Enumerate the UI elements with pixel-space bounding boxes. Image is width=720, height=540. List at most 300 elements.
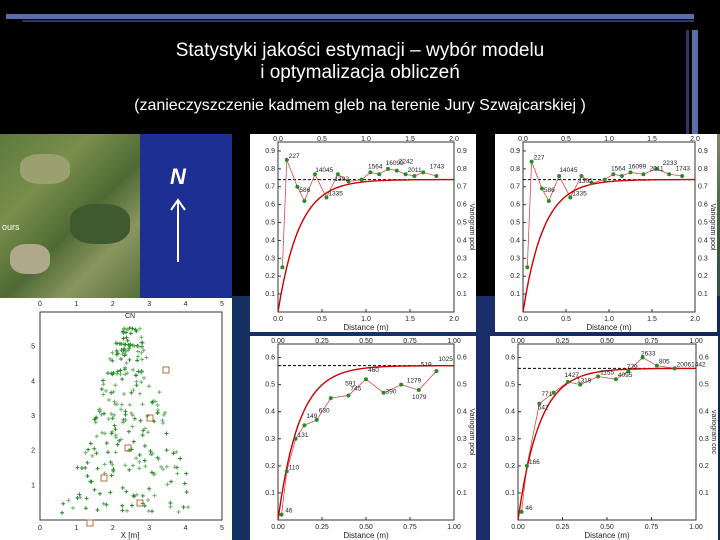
data-point xyxy=(525,265,529,269)
sample-marker xyxy=(121,486,125,490)
x-tick-label-top: 2.0 xyxy=(690,136,700,143)
y-tick-label-right: 0.3 xyxy=(698,255,708,263)
sample-marker xyxy=(146,430,150,434)
variogram-panel-1 xyxy=(250,134,476,332)
y-tick-label-right: 0.8 xyxy=(457,165,467,173)
data-point xyxy=(611,172,615,176)
north-arrow-icon xyxy=(168,196,188,266)
y-tick-label: 0.7 xyxy=(510,183,520,191)
data-point xyxy=(629,170,633,174)
point-count-label: 20061442 xyxy=(676,361,706,369)
sample-marker xyxy=(122,392,126,396)
point-count-label: 542 xyxy=(537,404,549,412)
y-tick-label: 0.1 xyxy=(265,489,275,497)
sample-marker xyxy=(161,421,165,425)
sample-marker xyxy=(84,451,88,455)
sample-marker xyxy=(138,453,142,457)
point-count-label: 16099 xyxy=(385,160,404,168)
sample-marker xyxy=(114,433,118,437)
y-tick-label: 0.3 xyxy=(510,255,520,263)
point-count-label: 1743 xyxy=(429,163,445,171)
sample-marker xyxy=(138,327,142,331)
sample-marker xyxy=(182,505,186,509)
sample-marker xyxy=(103,462,107,466)
y-tick-label: 4 xyxy=(31,378,35,386)
x-tick-label: 0.25 xyxy=(315,524,329,531)
y-tick-label: 2 xyxy=(31,447,35,455)
sample-marker xyxy=(165,465,169,469)
y-tick-label-right: 0.3 xyxy=(699,435,709,443)
sample-marker xyxy=(61,502,65,506)
sample-marker xyxy=(136,355,140,359)
sample-marker xyxy=(101,392,105,396)
y-tick-label-right: 0.6 xyxy=(457,201,467,209)
y-tick-label-right: 0.1 xyxy=(457,291,467,299)
y-tick-label: 0.2 xyxy=(505,462,515,470)
point-count-label: 460 xyxy=(368,366,379,374)
sample-marker xyxy=(108,490,112,494)
point-count-label: 2011 xyxy=(649,165,664,173)
x-tick-label-top: 0.5 xyxy=(317,136,327,143)
y-tick-label-right: 0.5 xyxy=(457,219,467,227)
sample-marker xyxy=(131,388,135,392)
sample-marker xyxy=(94,451,98,455)
sample-marker xyxy=(101,379,105,383)
y-tick-label-right: 0.2 xyxy=(457,462,467,470)
sample-marker xyxy=(134,456,138,460)
sample-marker xyxy=(125,509,129,513)
sample-marker xyxy=(147,384,151,388)
sample-marker xyxy=(141,433,145,437)
sample-marker xyxy=(110,351,114,355)
data-point xyxy=(329,396,333,400)
x-tick-label-top: 0 xyxy=(38,301,42,308)
x-tick-label-top: 0.0 xyxy=(273,136,283,143)
point-count-label: 1302 xyxy=(334,176,350,184)
y-tick-label: 0.9 xyxy=(265,147,275,155)
x-tick-label: 1.0 xyxy=(604,316,614,323)
sample-marker xyxy=(113,427,117,431)
sample-marker xyxy=(75,466,79,470)
sample-marker xyxy=(120,377,124,381)
y-tick-label-right: 0.4 xyxy=(699,408,709,416)
x-tick-label: 0.00 xyxy=(511,524,525,531)
sample-marker xyxy=(96,467,100,471)
sample-marker xyxy=(127,468,131,472)
point-count-label: 149 xyxy=(306,412,318,420)
sample-marker xyxy=(138,392,142,396)
x-tick-label: 0.25 xyxy=(555,524,570,531)
variogram-panel-4 xyxy=(490,336,718,540)
x-tick-label: 2.0 xyxy=(690,316,700,323)
data-point xyxy=(603,178,607,182)
sample-marker xyxy=(178,457,182,461)
sample-marker xyxy=(89,441,93,445)
y-tick-label-right: 0.3 xyxy=(457,255,467,263)
x-tick-label: 0.75 xyxy=(644,524,659,531)
x-tick-label-top: 1.5 xyxy=(405,136,415,143)
point-count-label: 14045 xyxy=(315,167,334,175)
north-label: N xyxy=(170,164,186,189)
y-tick-label-right: 0.9 xyxy=(457,147,467,155)
x-tick-label-top: 0.25 xyxy=(315,338,329,345)
sample-marker xyxy=(105,441,109,445)
data-point xyxy=(566,380,570,384)
x-tick-label-top: 1 xyxy=(74,301,79,308)
sample-marker xyxy=(123,463,127,467)
sample-marker xyxy=(156,411,160,415)
data-point xyxy=(395,169,399,173)
x-tick-label-top: 1.0 xyxy=(361,136,371,143)
sample-marker xyxy=(177,510,181,514)
y-tick-label: 0.1 xyxy=(505,489,515,497)
model-curve xyxy=(278,366,454,520)
data-point xyxy=(368,170,372,174)
point-count-label: 14045 xyxy=(559,167,578,175)
y-tick-label: 0.2 xyxy=(265,273,275,281)
y-axis-label: Variogram pool xyxy=(468,203,475,251)
x-axis-label: Distance (m) xyxy=(584,531,630,540)
x-tick-label-top: 1.00 xyxy=(689,338,703,345)
sample-marker xyxy=(143,444,147,448)
point-count-label: 1564 xyxy=(611,165,626,173)
sample-marker xyxy=(125,361,129,365)
sample-marker xyxy=(160,418,164,422)
y-tick-label-right: 0.5 xyxy=(699,381,709,389)
x-tick-label-top: 0.75 xyxy=(403,338,417,345)
data-point xyxy=(302,199,306,203)
x-tick-label: 0.5 xyxy=(561,316,571,323)
variogram-panel-3 xyxy=(250,336,476,540)
sample-marker xyxy=(85,496,89,500)
y-tick-label: 0.6 xyxy=(265,201,275,209)
y-tick-label: 5 xyxy=(31,343,35,351)
data-point xyxy=(557,174,561,178)
x-axis-label: Distance (m) xyxy=(343,531,389,540)
sample-marker xyxy=(110,473,114,477)
x-tick-label-top: 1.5 xyxy=(647,136,657,143)
point-count-label: 1079 xyxy=(412,393,427,401)
sample-marker xyxy=(100,431,104,435)
sample-marker xyxy=(147,487,151,491)
point-count-label: 16099 xyxy=(628,163,647,171)
sample-marker xyxy=(90,454,94,458)
y-tick-label-right: 0.4 xyxy=(457,237,467,245)
point-count-label: 745 xyxy=(350,385,362,393)
sample-marker xyxy=(114,450,118,454)
x-tick-label: 2.0 xyxy=(449,316,459,323)
sample-marker xyxy=(119,357,123,361)
y-tick-label: 0.2 xyxy=(265,462,275,470)
sample-marker xyxy=(60,511,64,515)
point-count-label: 2242 xyxy=(398,158,414,166)
sample-marker xyxy=(142,376,146,380)
sample-marker xyxy=(137,460,141,464)
y-tick-label: 3 xyxy=(31,413,35,420)
x-tick-label: 0.0 xyxy=(518,316,528,323)
sample-marker xyxy=(139,380,143,384)
sample-marker xyxy=(133,417,137,421)
x-tick-label: 3 xyxy=(147,525,152,532)
sample-marker xyxy=(135,380,139,384)
y-tick-label-right: 0.5 xyxy=(698,219,708,227)
x-tick-label: 1 xyxy=(74,525,79,532)
x-tick-label: 1.0 xyxy=(361,316,371,323)
point-count-label: 630 xyxy=(318,407,330,415)
sample-marker xyxy=(184,472,188,476)
sample-marker xyxy=(120,403,124,407)
data-point xyxy=(412,174,416,178)
point-count-label: 166 xyxy=(528,458,540,466)
point-count-label: 4095 xyxy=(617,372,633,380)
sample-marker xyxy=(115,372,119,376)
x-tick-label: 0.50 xyxy=(359,524,373,531)
sample-highlight-box xyxy=(101,475,107,481)
y-tick-label: 0.4 xyxy=(505,408,515,416)
x-tick-label: 0.75 xyxy=(403,524,417,531)
sample-marker xyxy=(169,480,173,484)
top-decor-line xyxy=(22,20,694,22)
sample-marker xyxy=(139,419,143,423)
sample-marker xyxy=(165,431,169,435)
y-tick-label: 0.8 xyxy=(265,165,275,173)
variogram-svg-2 xyxy=(495,134,717,332)
sample-marker xyxy=(143,464,147,468)
data-point xyxy=(667,172,671,176)
data-point xyxy=(641,172,645,176)
satellite-map-image xyxy=(0,134,140,298)
x-tick-label-top: 0.0 xyxy=(518,136,528,143)
sample-marker xyxy=(120,508,124,512)
sample-marker xyxy=(83,466,87,470)
point-count-label: 1335 xyxy=(572,190,587,198)
y-tick-label-right: 0.1 xyxy=(698,291,708,299)
y-tick-label: 0.6 xyxy=(265,354,275,362)
sample-highlight-box xyxy=(137,500,143,506)
y-tick-label-right: 0.6 xyxy=(698,201,708,209)
point-count-label: 586 xyxy=(299,186,311,194)
y-tick-label: 0.9 xyxy=(510,147,520,155)
sample-marker xyxy=(140,345,144,349)
y-tick-label: 0.5 xyxy=(265,219,275,227)
sample-marker xyxy=(150,509,154,513)
sample-marker xyxy=(121,420,125,424)
y-tick-label: 0.4 xyxy=(510,237,520,245)
y-axis-label: variogram coc xyxy=(710,410,717,454)
data-point xyxy=(280,265,284,269)
point-count-label: 227 xyxy=(288,152,300,160)
y-tick-label-right: 0.2 xyxy=(698,273,708,281)
sample-marker xyxy=(86,448,90,452)
x-axis-label: Distance (m) xyxy=(343,323,389,332)
sample-marker xyxy=(71,506,75,510)
data-point xyxy=(386,167,390,171)
y-tick-label: 0.3 xyxy=(265,435,275,443)
y-tick-label: 0.7 xyxy=(265,183,275,191)
point-count-label: 110 xyxy=(288,464,300,472)
empirical-variogram-line xyxy=(522,358,675,512)
y-tick-label: 0.4 xyxy=(265,408,275,416)
data-point xyxy=(377,172,381,176)
slide-subtitle: (zanieczyszczenie kadmem gleb na terenie Jury Szwajcarskiej ) xyxy=(134,97,586,114)
data-point xyxy=(399,383,403,387)
sample-marker xyxy=(85,461,89,465)
sample-marker xyxy=(128,358,132,362)
sample-marker xyxy=(131,368,135,372)
x-tick-label-top: 0.00 xyxy=(511,338,525,345)
y-tick-label-right: 0.7 xyxy=(457,183,467,191)
x-tick-label: 1.00 xyxy=(447,524,461,531)
sample-marker xyxy=(141,494,145,498)
point-count-label: 1564 xyxy=(368,163,383,171)
y-tick-label: 0.1 xyxy=(265,291,275,299)
x-tick-label-top: 2.0 xyxy=(449,136,459,143)
data-point xyxy=(434,174,438,178)
y-tick-label-right: 0.1 xyxy=(457,489,467,497)
point-count-label: 2233 xyxy=(662,160,678,168)
sample-marker xyxy=(93,488,97,492)
y-tick-label-right: 0.6 xyxy=(699,354,709,362)
x-tick-label: 1.5 xyxy=(405,316,415,323)
sample-marker xyxy=(156,403,160,407)
top-decor-bar xyxy=(6,14,694,19)
x-tick-label-top: 0.5 xyxy=(561,136,571,143)
sample-marker xyxy=(130,504,134,508)
sample-marker xyxy=(116,443,120,447)
point-count-label: 1335 xyxy=(328,190,343,198)
y-tick-label-right: 0.8 xyxy=(698,165,708,173)
sample-marker xyxy=(156,408,160,412)
sample-marker xyxy=(120,504,124,508)
y-tick-label: 0.5 xyxy=(510,219,520,227)
slide-title-line1: Statystyki jakości estymacji – wybór modelu xyxy=(175,40,545,61)
sample-marker xyxy=(146,498,150,502)
sample-marker xyxy=(143,459,147,463)
y-tick-label: 0.2 xyxy=(510,273,520,281)
plot-top-title: CN xyxy=(124,313,136,320)
sample-marker xyxy=(101,382,105,386)
sample-marker xyxy=(157,390,161,394)
sample-marker xyxy=(169,505,173,509)
sample-marker xyxy=(186,505,190,509)
point-count-label: 1279 xyxy=(406,377,422,385)
x-tick-label-top: 0.00 xyxy=(271,338,285,345)
sample-marker xyxy=(168,501,172,505)
y-tick-label-right: 0.9 xyxy=(698,147,708,155)
data-point xyxy=(434,369,438,373)
data-point xyxy=(280,513,284,517)
sample-marker xyxy=(113,424,117,428)
data-point xyxy=(417,388,421,392)
variogram-panel-2 xyxy=(495,134,717,332)
x-tick-label-top: 0.75 xyxy=(644,338,659,345)
point-count-label: 1319 xyxy=(576,377,592,385)
point-count-label: 591 xyxy=(345,380,356,388)
sample-marker xyxy=(140,357,144,361)
sample-marker xyxy=(165,482,169,486)
data-point xyxy=(302,423,306,427)
x-tick-label: 0 xyxy=(38,525,42,532)
x-tick-label-top: 2 xyxy=(110,301,115,308)
y-tick-label: 0.8 xyxy=(510,165,520,173)
point-count-label: 390 xyxy=(385,388,397,396)
sample-marker xyxy=(161,467,165,471)
y-tick-label: 0.5 xyxy=(505,381,515,389)
x-tick-label-top: 4 xyxy=(183,301,188,308)
point-count-label: 2633 xyxy=(641,350,656,358)
sample-marker xyxy=(173,465,177,469)
data-point xyxy=(520,510,524,514)
plot-frame xyxy=(278,142,454,312)
y-tick-label: 0.5 xyxy=(265,381,275,389)
data-point xyxy=(360,178,364,182)
sample-marker xyxy=(113,383,117,387)
plot-frame xyxy=(523,142,695,312)
x-tick-label: 0.50 xyxy=(600,524,614,531)
y-tick-label-right: 0.4 xyxy=(457,408,467,416)
sample-marker xyxy=(98,492,102,496)
sample-marker xyxy=(127,430,131,434)
y-tick-label-right: 0.3 xyxy=(457,435,467,443)
sample-marker xyxy=(106,371,110,375)
north-arrow-panel xyxy=(140,134,232,298)
sample-marker xyxy=(153,494,157,498)
x-axis-label: Distance (m) xyxy=(586,323,632,332)
sample-marker xyxy=(100,387,104,391)
point-count-label: 519 xyxy=(420,361,432,369)
sample-marker xyxy=(185,490,189,494)
data-point xyxy=(620,174,624,178)
y-tick-label-right: 0.2 xyxy=(457,273,467,281)
sample-marker xyxy=(107,398,111,402)
sample-marker xyxy=(144,355,148,359)
y-tick-label: 0.6 xyxy=(510,201,520,209)
sample-marker xyxy=(103,431,107,435)
sample-locations-plot xyxy=(0,298,232,540)
x-axis-label: X [m] xyxy=(120,531,140,540)
data-point xyxy=(547,199,551,203)
point-count-label: 1025 xyxy=(438,355,453,363)
point-count-label: 1427 xyxy=(564,372,579,380)
point-count-label: 779 xyxy=(626,364,638,372)
x-tick-label: 2 xyxy=(110,525,115,532)
point-count-label: 771 xyxy=(541,391,553,399)
sample-marker xyxy=(75,496,79,500)
point-count-label: 131 xyxy=(297,431,309,439)
y-tick-label-right: 0.2 xyxy=(699,462,709,470)
sample-marker xyxy=(123,413,127,417)
y-tick-label: 0.3 xyxy=(505,435,515,443)
sample-marker xyxy=(135,383,139,387)
sample-marker xyxy=(124,409,128,413)
sample-marker xyxy=(129,391,133,395)
x-tick-label: 0.00 xyxy=(271,524,285,531)
sample-marker xyxy=(107,417,111,421)
y-tick-label: 1 xyxy=(31,482,35,490)
y-tick-label: 0.1 xyxy=(510,291,520,299)
sample-marker xyxy=(96,508,100,512)
x-tick-label-top: 0.50 xyxy=(600,338,614,345)
sample-marker xyxy=(165,448,169,452)
sample-marker xyxy=(183,481,187,485)
x-tick-label: 5 xyxy=(220,525,224,532)
sample-marker xyxy=(131,463,135,467)
sample-marker xyxy=(139,335,143,339)
x-tick-label-top: 1.0 xyxy=(604,136,614,143)
y-tick-label-right: 0.6 xyxy=(457,354,467,362)
sample-marker xyxy=(77,493,81,497)
x-tick-label-top: 0.25 xyxy=(555,338,570,345)
